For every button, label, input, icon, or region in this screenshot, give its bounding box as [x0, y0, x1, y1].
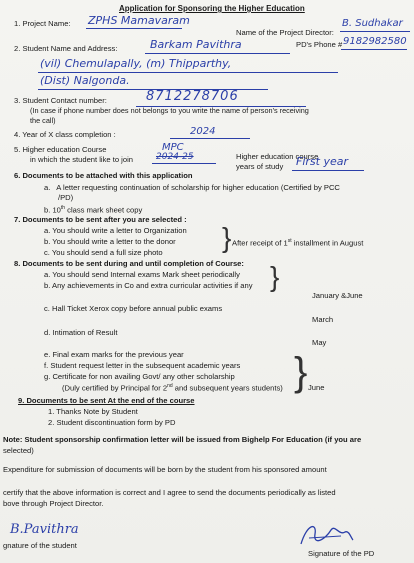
pd-phone-value: 9182982580 [343, 36, 407, 47]
form-title: Application for Sponsoring the Higher Education [119, 4, 305, 13]
section8-item-f: f. Student request letter in the subsequent academic years [44, 361, 241, 370]
student-signature: B.Pavithra [10, 522, 79, 537]
section8-item-e: e. Final exam marks for the previous year [44, 350, 184, 359]
section7-brace: } [222, 222, 232, 253]
pd-signature [295, 518, 355, 550]
section8-brace-1: } [270, 261, 280, 292]
section7-timing: After receipt of 1st installment in August [232, 238, 364, 248]
section6-item-b: b. 10th class mark sheet copy [44, 205, 143, 215]
address-line2: (Dist) Nalgonda. [40, 74, 130, 87]
director-underline [340, 31, 410, 32]
student-name-value: Barkam Pavithra [150, 38, 242, 51]
years-value: First year [296, 155, 348, 168]
section8-jan-june: January &June [312, 291, 363, 300]
address-line1: (vil) Chemulapally, (m) Thipparthy, [40, 57, 232, 70]
section8-item-a: a. You should send Internal exams Mark sheet periodically [44, 270, 240, 279]
certify-line1: certify that the above information is correct and I agree to send the documents periodically as listed [3, 488, 336, 497]
section8-item-g-cont: (Duly certified by Principal for 2nd and subsequent years students) [62, 383, 283, 393]
years-label-line1: Higher education course [236, 152, 319, 161]
project-name-label: 1. Project Name: [14, 19, 71, 28]
section8-may: May [312, 338, 327, 347]
x-class-label: 4. Year of X class completion : [14, 130, 116, 139]
section8-march: March [312, 315, 334, 324]
contact-note-line1: (In case if phone number does not belongs to you write the name of person's receiving [30, 106, 309, 115]
section8-item-c: c. Hall Ticket Xerox copy before annual public exams [44, 304, 223, 313]
section7-item-c: c. You should send a full size photo [44, 248, 163, 257]
contact-value: 8712278706 [146, 89, 239, 104]
section7-item-b: b. You should write a letter to the donor [44, 237, 176, 246]
course-label-line2: in which the student like to join [30, 155, 133, 164]
section6-item-a-cont: /PD) [58, 193, 74, 202]
note-line1: Note: Student sponsorship confirmation letter will be issued from Bighelp For Education (if you are [3, 435, 362, 444]
section6-heading: 6. Documents to be attached with this application [14, 171, 193, 180]
director-value: B. Sudhakar [342, 18, 403, 29]
section9-heading: 9. Documents to be sent At the end of the course [18, 396, 195, 405]
x-class-value: 2024 [190, 126, 216, 137]
section8-item-g: g. Certificate for non availing Govt/ any other scholarship [44, 372, 235, 381]
project-name-underline [86, 28, 182, 29]
pd-phone-label: PD's Phone # [296, 40, 343, 49]
course-label-line1: 5. Higher education Course [14, 145, 107, 154]
expenditure-note: Expenditure for submission of documents will be born by the student from his sponsored amount [3, 465, 327, 474]
certify-line2: bove through Project Director. [3, 499, 104, 508]
student-name-underline [145, 53, 290, 54]
section8-heading: 8. Documents to be sent during and until completion of Course: [14, 259, 244, 268]
section8-brace-2: } [294, 350, 308, 394]
student-signature-label: gnature of the student [3, 541, 77, 550]
section6-item-a: a. A letter requesting continuation of scholarship for higher education (Certified by PCC [44, 183, 340, 192]
address-line1-underline [38, 72, 338, 73]
course-year-value: 2024-25 [156, 152, 194, 162]
pd-phone-underline [341, 49, 407, 50]
section8-item-b: b. Any achievements in Co and extra curricular activities if any [44, 281, 253, 290]
course-underline [152, 163, 216, 164]
student-label: 2. Student Name and Address: [14, 44, 118, 53]
contact-note-line2: the call) [30, 116, 56, 125]
section8-item-d: d. Intimation of Result [44, 328, 118, 337]
course-value: MPC [162, 142, 184, 153]
note-line2: selected) [3, 446, 34, 455]
contact-label: 3. Student Contact number: [14, 96, 107, 105]
section9-item-1: 1. Thanks Note by Student [48, 407, 138, 416]
project-name-value: ZPHS Mamavaram [88, 14, 190, 27]
years-underline [292, 170, 364, 171]
section7-heading: 7. Documents to be sent after you are selected : [14, 215, 187, 224]
director-label: Name of the Project Director: [236, 28, 334, 37]
pd-signature-label: Signature of the PD [308, 549, 375, 558]
section8-june: June [308, 383, 325, 392]
section7-item-a: a. You should write a letter to Organization [44, 226, 187, 235]
years-label-line2: years of study [236, 162, 284, 171]
x-class-underline [170, 138, 250, 139]
section9-item-2: 2. Student discontinuation form by PD [48, 418, 176, 427]
